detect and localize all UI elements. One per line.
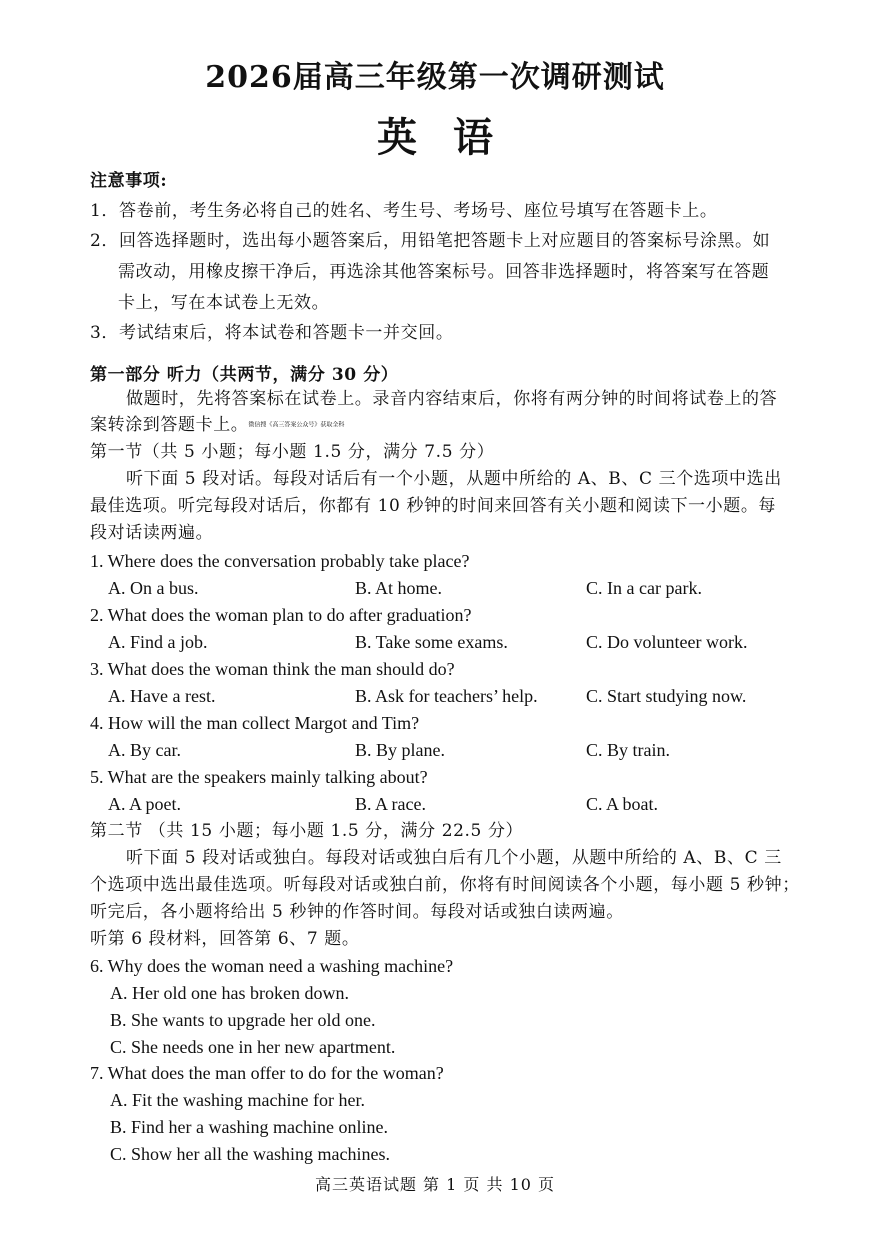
section2-instr-1: 听下面 5 段对话或独白。每段对话或独白后有几个小题，从题中所给的 A、B、C 三 [126, 848, 782, 868]
part1-intro-1: 做题时，先将答案标在试卷上。录音内容结束后，你将有两分钟的时间将试卷上的答 [126, 389, 778, 409]
section2-instr-2: 个选项中选出最佳选项。听每段对话或独白前，你将有时间阅读各个小题，每小题 5 秒钟； [90, 875, 800, 895]
section1-instr-2: 最佳选项。听完每段对话后，你都有 10 秒钟的时间来回答有关小题和阅读下一小题。每 [90, 496, 777, 516]
section2-instr-3: 听完后，各小题将给出 5 秒钟的作答时间。每段对话或独白读两遍。 [90, 902, 624, 922]
notice-item-3: 3．考试结束后，将本试卷和答题卡一并交回。 [90, 323, 454, 343]
q7-option-a: A. Fit the washing machine for her. [110, 1090, 365, 1110]
section1-instr-1: 听下面 5 段对话。每段对话后有一个小题，从题中所给的 A、B、C 三个选项中选出 [126, 469, 782, 489]
subject-title: 英语 [377, 114, 529, 161]
q4-option-a: A. By car. [108, 740, 181, 760]
question-4: 4. How will the man collect Margot and Tim? [90, 713, 420, 733]
section1-instr-3: 段对话读两遍。 [90, 523, 214, 543]
notice-item-2-cont2: 卡上，写在本试卷上无效。 [118, 293, 330, 313]
question-6: 6. Why does the woman need a washing machine? [90, 956, 454, 976]
question-5: 5. What are the speakers mainly talking about? [90, 767, 428, 787]
q1-option-c: C. In a car park. [586, 578, 702, 598]
q3-option-c: C. Start studying now. [586, 686, 747, 706]
part1-intro-2: 案转涂到答题卡上。微信搜《高三答案公众号》获取全科 [90, 415, 345, 435]
q2-option-a: A. Find a job. [108, 632, 208, 652]
q3-option-a: A. Have a rest. [108, 686, 216, 706]
question-7: 7. What does the man offer to do for the woman? [90, 1063, 444, 1083]
q4-option-b: B. By plane. [355, 740, 445, 760]
question-1: 1. Where does the conversation probably take place? [90, 551, 470, 571]
q4-option-c: C. By train. [586, 740, 670, 760]
q6-option-c: C. She needs one in her new apartment. [110, 1037, 396, 1057]
exam-title: 2026届高三年级第一次调研测试 [205, 60, 665, 95]
q5-option-b: B. A race. [355, 794, 426, 814]
part1-heading: 第一部分 听力（共两节，满分 30 分） [90, 365, 399, 385]
material-6-heading: 听第 6 段材料，回答第 6、7 题。 [90, 929, 360, 949]
notice-item-2-cont: 需改动，用橡皮擦干净后，再选涂其他答案标号。回答非选择题时，将答案写在答题 [118, 262, 770, 282]
q6-option-a: A. Her old one has broken down. [110, 983, 349, 1003]
q2-option-b: B. Take some exams. [355, 632, 508, 652]
q1-option-a: A. On a bus. [108, 578, 199, 598]
q7-option-c: C. Show her all the washing machines. [110, 1144, 390, 1164]
q3-option-b: B. Ask for teachers’ help. [355, 686, 538, 706]
notice-item-1: 1．答卷前，考生务必将自己的姓名、考生号、考场号、座位号填写在答题卡上。 [90, 201, 718, 221]
q2-option-c: C. Do volunteer work. [586, 632, 748, 652]
section2-heading: 第二节 （共 15 小题；每小题 1.5 分，满分 22.5 分） [90, 821, 524, 841]
watermark-note: 微信搜《高三答案公众号》获取全科 [248, 421, 345, 429]
q7-option-b: B. Find her a washing machine online. [110, 1117, 388, 1137]
question-3: 3. What does the woman think the man should do? [90, 659, 455, 679]
section1-heading: 第一节（共 5 小题；每小题 1.5 分，满分 7.5 分） [90, 442, 495, 462]
notice-item-2: 2．回答选择题时，选出每小题答案后，用铅笔把答题卡上对应题目的答案标号涂黑。如 [90, 231, 771, 251]
page-footer: 高三英语试题 第 1 页 共 10 页 [314, 1175, 556, 1194]
question-2: 2. What does the woman plan to do after graduation? [90, 605, 472, 625]
q6-option-b: B. She wants to upgrade her old one. [110, 1010, 376, 1030]
q5-option-c: C. A boat. [586, 794, 659, 814]
notice-heading: 注意事项: [90, 171, 168, 191]
q5-option-a: A. A poet. [108, 794, 182, 814]
q1-option-b: B. At home. [355, 578, 443, 598]
